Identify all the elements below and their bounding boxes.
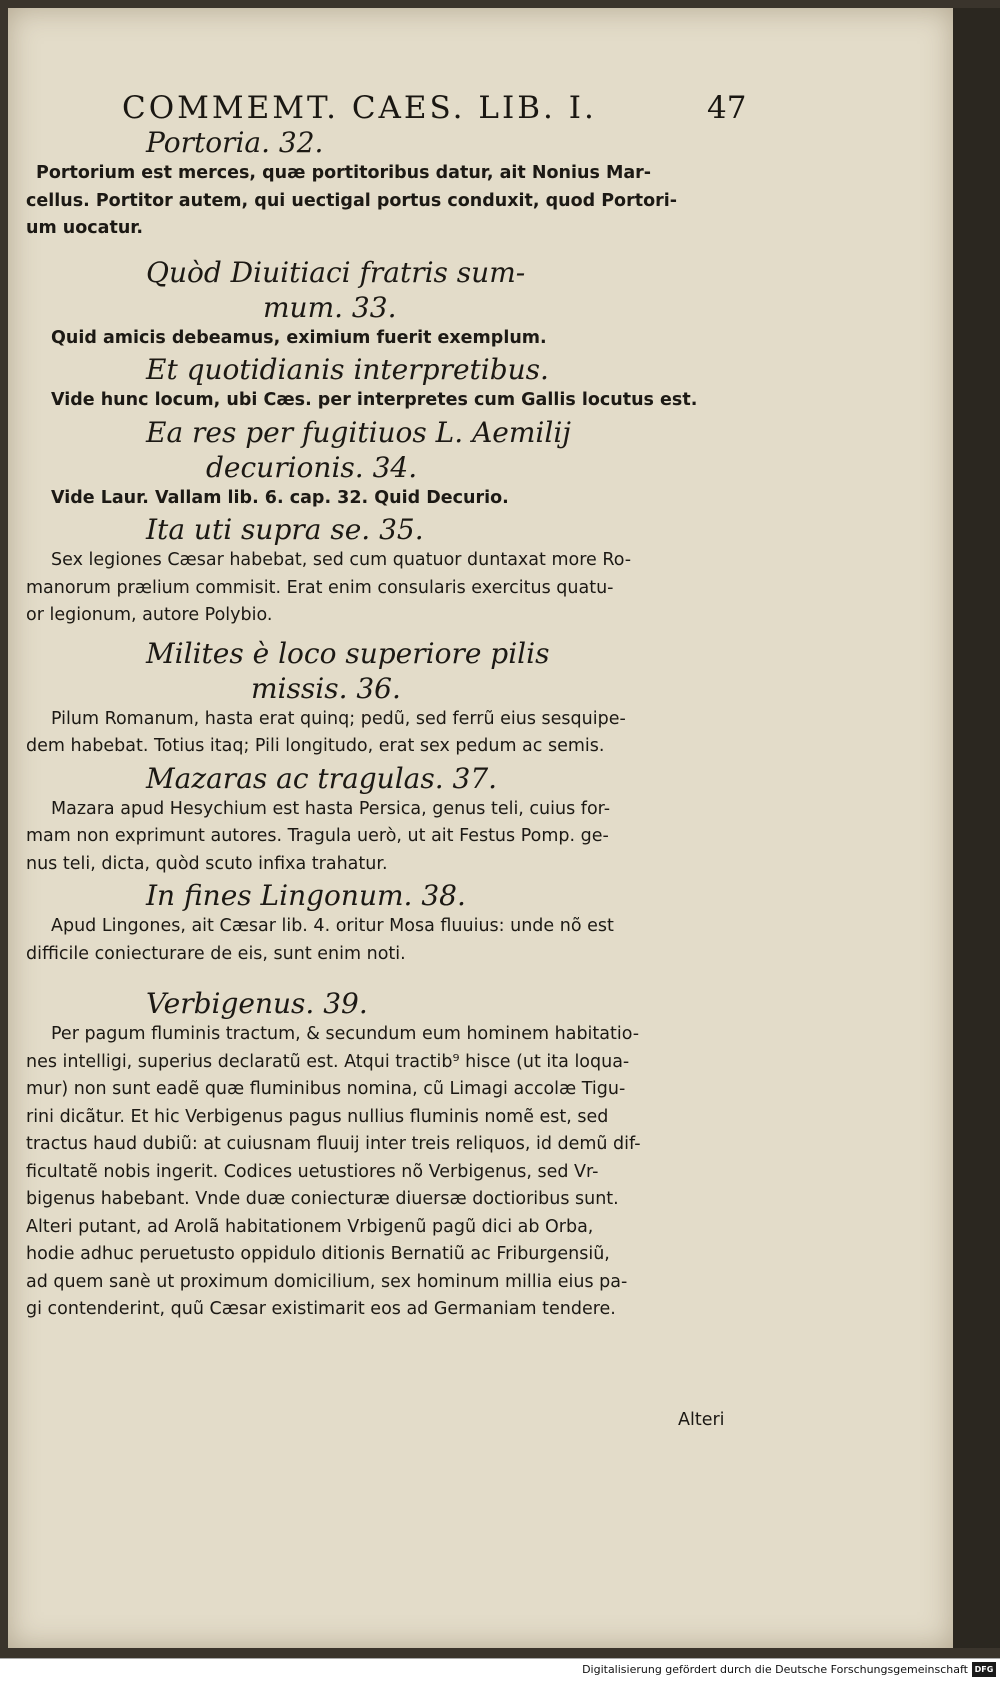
text-line: Vide Laur. Vallam lib. 6. cap. 32. Quid Decurio. [51, 487, 509, 508]
entry-heading: Ita uti supra se. 35. [146, 513, 424, 546]
text-line: cellus. Portitor autem, qui uectigal portus conduxit, quod Portori- [26, 190, 677, 211]
text-line: mam non exprimunt autores. Tragula uerò, ut ait Festus Pomp. ge- [26, 826, 609, 846]
text-line: or legionum, autore Polybio. [26, 605, 273, 625]
text-line: tractus haud dubiũ: at cuiusnam fluuij inter treis reliquos, id demũ dif- [26, 1134, 641, 1154]
text-line: Quid amicis debeamus, eximium fuerit exemplum. [51, 327, 547, 348]
text-line: nus teli, dicta, quòd scuto infixa trahatur. [26, 853, 388, 874]
text-line: Apud Lingones, ait Cæsar lib. 4. oritur Mosa fluuius: unde nõ est [51, 916, 614, 936]
running-title: COMMEMT. CAES. LIB. I. [122, 90, 597, 126]
entry-heading: Ea res per fugitiuos L. Aemilij [146, 415, 571, 449]
text-line: difficile coniecturare de eis, sunt enim noti. [26, 943, 406, 964]
entry-heading: Et quotidianis interpretibus. [146, 353, 549, 386]
text-line: rini dicãtur. Et hic Verbigenus pagus nullius fluminis nomẽ est, sed [26, 1106, 609, 1127]
entry-heading-cont: decurionis. 34. [206, 450, 418, 484]
footer-bar [0, 1658, 1000, 1682]
entry-heading-cont: missis. 36. [251, 671, 401, 705]
funding-note: Digitalisierung gefördert durch die Deutsche Forschungsgemeinschaft [582, 1663, 968, 1676]
text-line: ad quem sanè ut proximum domicilium, sex hominum millia eius pa- [26, 1271, 628, 1292]
entry-heading: Quòd Diuitiaci fratris sum- [146, 255, 526, 289]
page-number: 47 [707, 90, 747, 126]
entry-heading: Milites è loco superiore pilis [146, 636, 550, 670]
text-line: Alteri putant, ad Arolã habitationem Vrbigenũ pagũ dici ab Orba, [26, 1216, 594, 1237]
text-line: mur) non sunt eadẽ quæ fluminibus nomina, cũ Limagi accolæ Tigu- [26, 1079, 626, 1099]
page-body [26, 125, 756, 1324]
entry-heading: Mazaras ac tragulas. 37. [146, 761, 498, 795]
entry-heading: In fines Lingonum. 38. [146, 879, 466, 912]
text-line: gi contenderint, quũ Cæsar existimarit eos ad Germaniam tendere. [26, 1299, 616, 1319]
text-line: Portorium est merces, quæ portitoribus datur, ait Nonius Mar- [36, 163, 652, 183]
text-line: Mazara apud Hesychium est hasta Persica, genus teli, cuius for- [51, 798, 611, 819]
text-line: dem habebat. Totius itaq; Pili longitudo, erat sex pedum ac semis. [26, 736, 605, 756]
catchword: Alteri [678, 1410, 725, 1430]
text-line: Sex legiones Cæsar habebat, sed cum quatuor duntaxat more Ro- [51, 550, 632, 570]
text-line: nes intelligi, superius declaratũ est. Atqui tractib⁹ hisce (ut ita loqua- [26, 1051, 630, 1072]
text-line: ficultatẽ nobis ingerit. Codices uetustiores nõ Verbigenus, sed Vr- [26, 1161, 599, 1182]
text-line: Pilum Romanum, hasta erat quinq; pedũ, sed ferrũ eius sesquipe- [51, 708, 626, 729]
text-line: manorum prælium commisit. Erat enim consularis exercitus quatu- [26, 577, 614, 598]
text-line: Per pagum fluminis tractum, & secundum eum hominem habitatio- [51, 1024, 640, 1044]
text-line: bigenus habebant. Vnde duæ coniecturæ diuersæ doctioribus sunt. [26, 1189, 619, 1209]
text-line: um uocatur. [26, 218, 144, 238]
text-line: hodie adhuc peruetusto oppidulo ditionis Bernatiũ ac Friburgensiũ, [26, 1244, 610, 1264]
dfg-logo-icon: DFG [972, 1662, 996, 1677]
entry-heading: Verbigenus. 39. [146, 987, 368, 1020]
scan-background [953, 8, 1000, 1648]
entry-heading: Portoria. 32. [146, 126, 324, 159]
entry-heading-cont: mum. 33. [263, 290, 397, 324]
text-line: Vide hunc locum, ubi Cæs. per interpretes cum Gallis locutus est. [51, 390, 698, 410]
